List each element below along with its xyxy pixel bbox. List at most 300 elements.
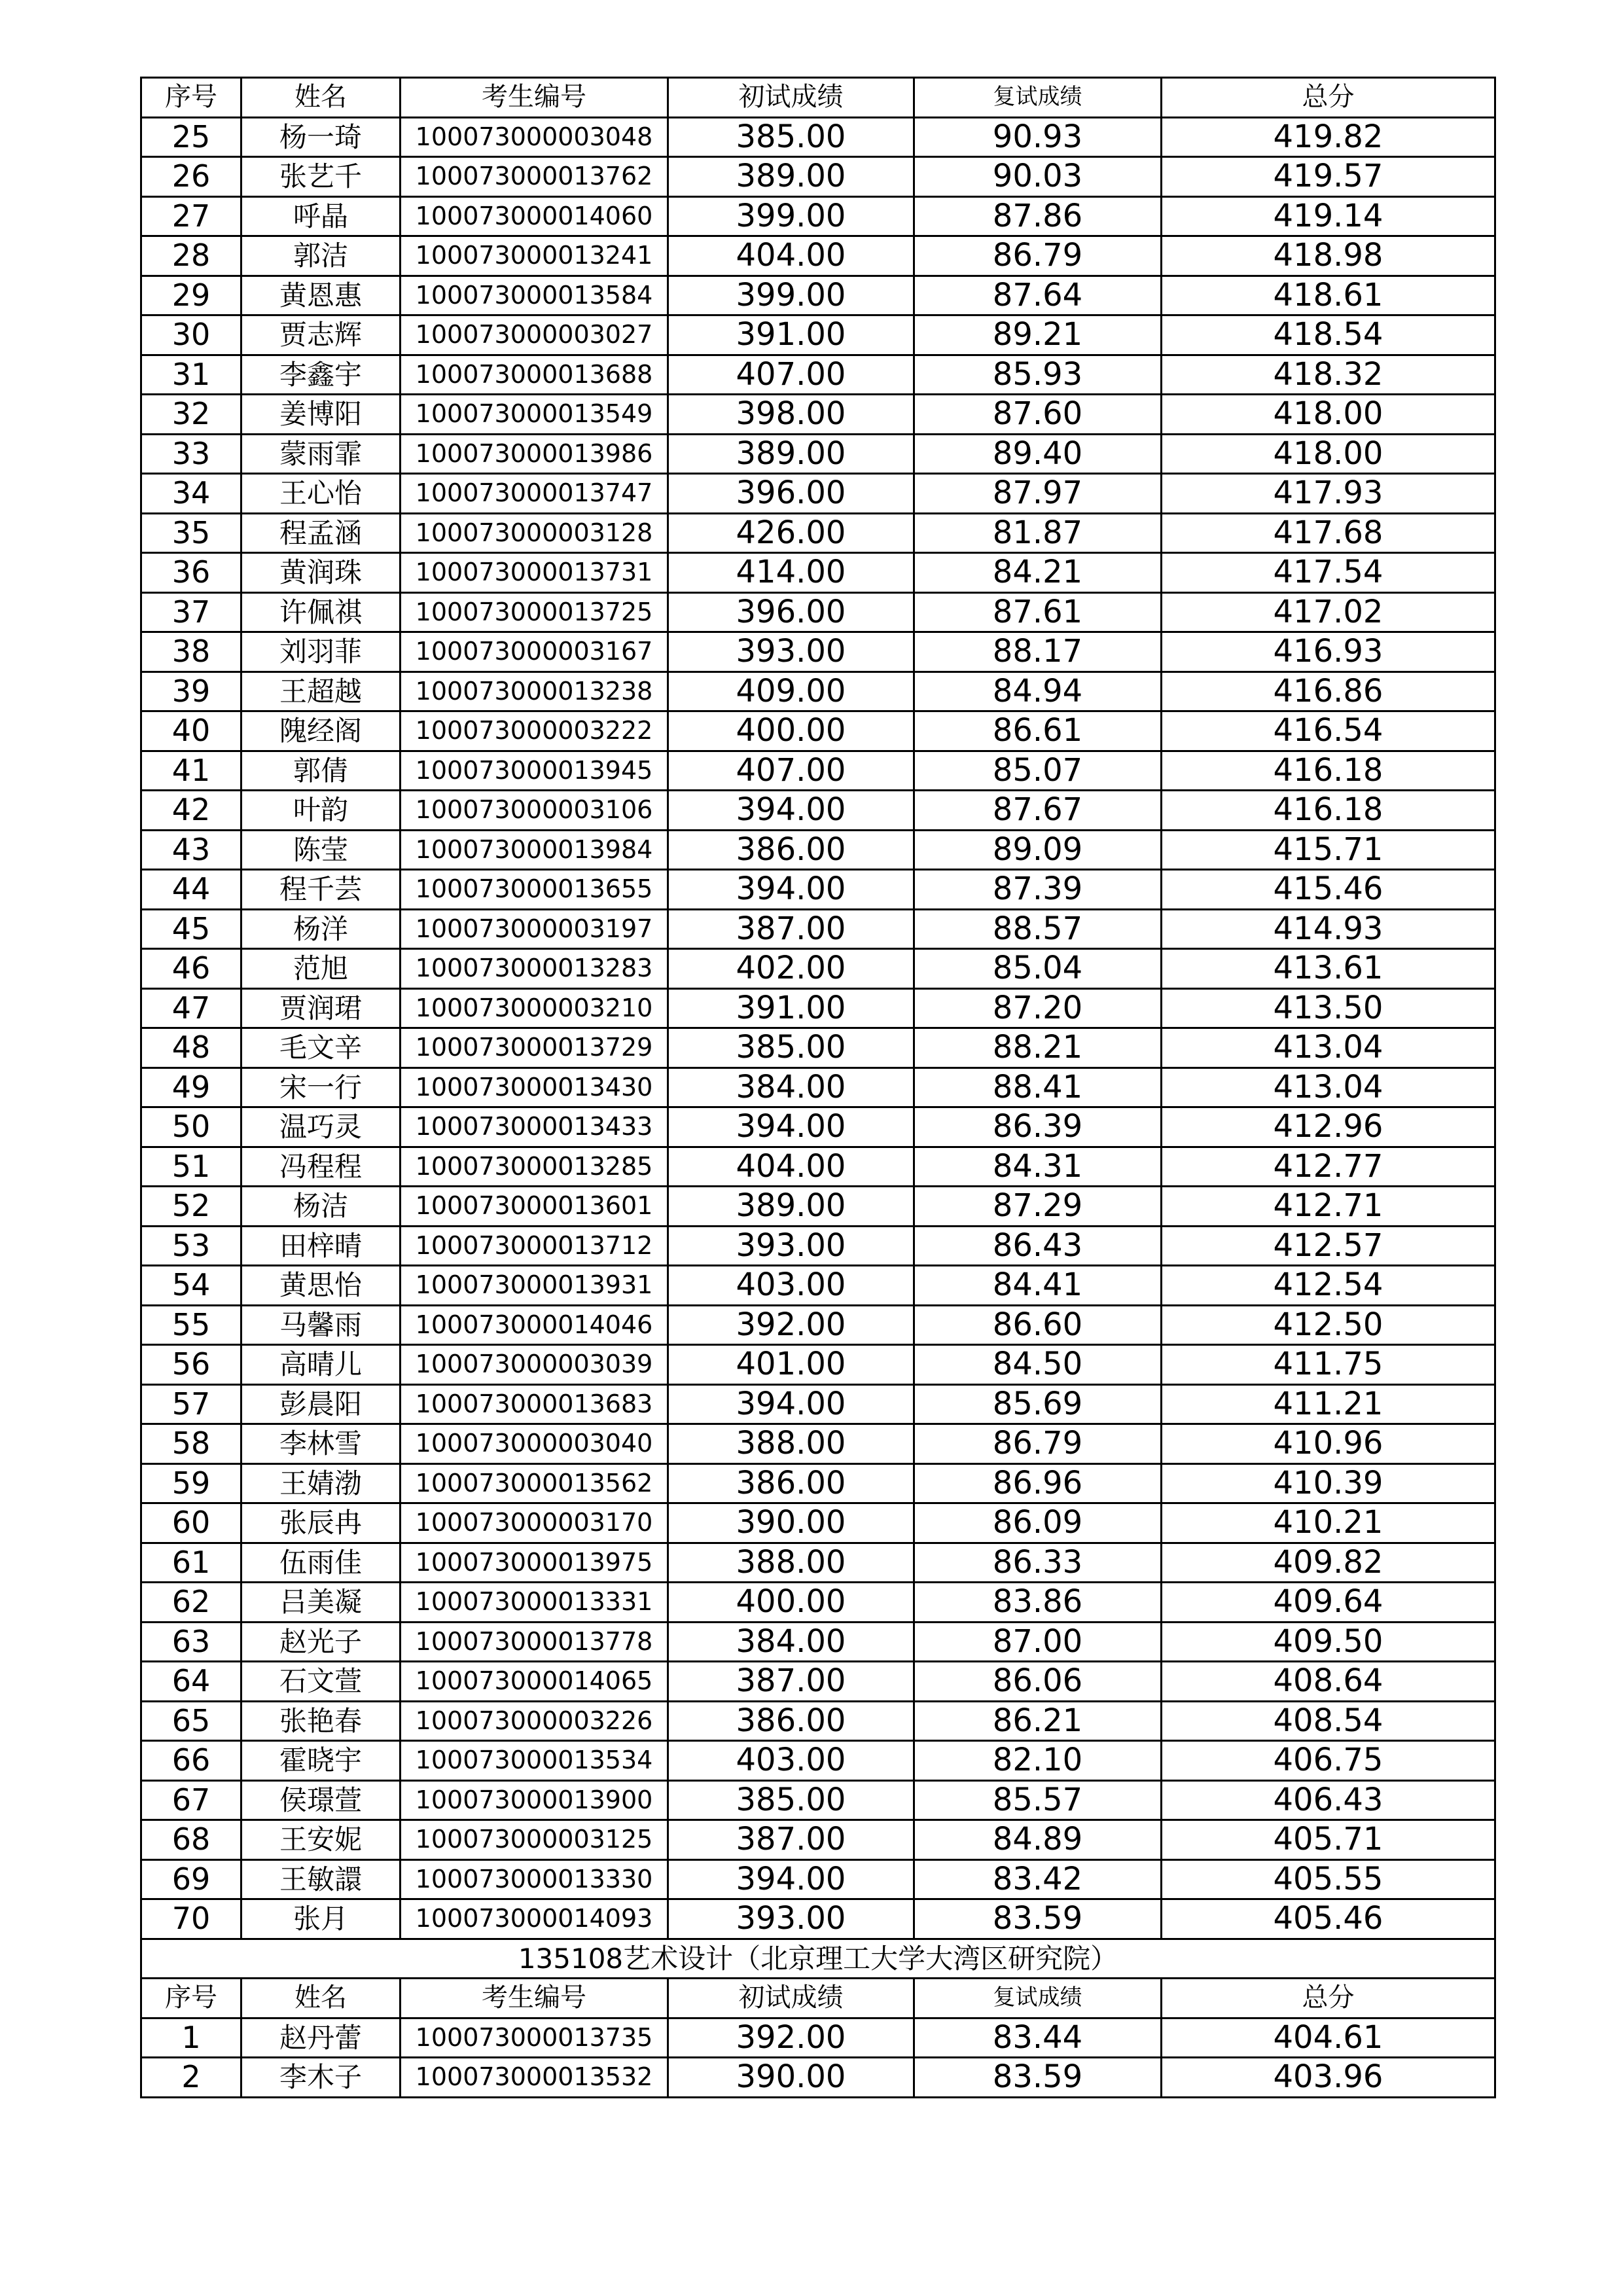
cell-retest-score: 82.10 xyxy=(914,1741,1162,1781)
cell-total-score: 411.21 xyxy=(1162,1384,1495,1424)
cell-no: 29 xyxy=(141,276,241,315)
cell-name: 姜博阳 xyxy=(241,395,401,435)
cell-prelim-score: 392.00 xyxy=(668,2018,914,2058)
cell-retest-score: 87.67 xyxy=(914,791,1162,831)
table-row xyxy=(141,1780,1495,1820)
table-row xyxy=(141,395,1495,435)
cell-retest-score: 86.60 xyxy=(914,1305,1162,1345)
table-row xyxy=(141,949,1495,989)
table-row xyxy=(141,1583,1495,1623)
cell-name: 李鑫宇 xyxy=(241,355,401,395)
cell-prelim-score: 387.00 xyxy=(668,1662,914,1702)
cell-total-score: 419.14 xyxy=(1162,196,1495,236)
cell-total-score: 415.46 xyxy=(1162,870,1495,910)
header-id: 考生编号 xyxy=(401,78,668,118)
header-total-score: 总分 xyxy=(1162,1979,1495,2018)
cell-retest-score: 85.69 xyxy=(914,1384,1162,1424)
cell-retest-score: 85.04 xyxy=(914,949,1162,989)
cell-retest-score: 88.21 xyxy=(914,1028,1162,1068)
cell-no: 28 xyxy=(141,236,241,276)
cell-retest-score: 90.03 xyxy=(914,157,1162,197)
cell-prelim-score: 394.00 xyxy=(668,870,914,910)
cell-total-score: 409.50 xyxy=(1162,1622,1495,1662)
table-row xyxy=(141,1147,1495,1187)
cell-retest-score: 87.39 xyxy=(914,870,1162,910)
cell-name: 霍晓宇 xyxy=(241,1741,401,1781)
cell-total-score: 413.04 xyxy=(1162,1067,1495,1107)
cell-name: 王婧渤 xyxy=(241,1463,401,1503)
cell-prelim-score: 391.00 xyxy=(668,315,914,355)
cell-retest-score: 85.07 xyxy=(914,751,1162,791)
cell-total-score: 416.93 xyxy=(1162,632,1495,672)
table-row xyxy=(141,315,1495,355)
cell-retest-score: 84.94 xyxy=(914,672,1162,711)
cell-prelim-score: 386.00 xyxy=(668,830,914,870)
cell-name: 张辰冉 xyxy=(241,1503,401,1543)
table-row xyxy=(141,988,1495,1028)
cell-no: 30 xyxy=(141,315,241,355)
cell-id: 100073000003048 xyxy=(401,117,668,157)
cell-retest-score: 86.43 xyxy=(914,1226,1162,1266)
cell-name: 冯程程 xyxy=(241,1147,401,1187)
cell-name: 郭洁 xyxy=(241,236,401,276)
table-row xyxy=(141,1266,1495,1306)
cell-id: 100073000003197 xyxy=(401,909,668,949)
cell-total-score: 410.39 xyxy=(1162,1463,1495,1503)
cell-no: 56 xyxy=(141,1345,241,1385)
cell-retest-score: 83.44 xyxy=(914,2018,1162,2058)
cell-no: 41 xyxy=(141,751,241,791)
table-row xyxy=(141,672,1495,711)
cell-retest-score: 88.17 xyxy=(914,632,1162,672)
cell-no: 60 xyxy=(141,1503,241,1543)
cell-retest-score: 81.87 xyxy=(914,513,1162,553)
cell-prelim-score: 392.00 xyxy=(668,1305,914,1345)
table-row xyxy=(141,1384,1495,1424)
cell-retest-score: 89.40 xyxy=(914,434,1162,474)
cell-no: 51 xyxy=(141,1147,241,1187)
cell-id: 100073000013762 xyxy=(401,157,668,197)
cell-prelim-score: 385.00 xyxy=(668,117,914,157)
cell-total-score: 416.54 xyxy=(1162,711,1495,751)
cell-no: 66 xyxy=(141,1741,241,1781)
cell-prelim-score: 388.00 xyxy=(668,1543,914,1583)
score-table xyxy=(140,77,1496,2098)
cell-total-score: 408.64 xyxy=(1162,1662,1495,1702)
cell-total-score: 413.04 xyxy=(1162,1028,1495,1068)
table-row xyxy=(141,1305,1495,1345)
cell-no: 70 xyxy=(141,1899,241,1939)
table-row xyxy=(141,513,1495,553)
cell-prelim-score: 386.00 xyxy=(668,1463,914,1503)
cell-retest-score: 87.86 xyxy=(914,196,1162,236)
cell-no: 42 xyxy=(141,791,241,831)
table-row xyxy=(141,1028,1495,1068)
cell-total-score: 413.61 xyxy=(1162,949,1495,989)
cell-no: 48 xyxy=(141,1028,241,1068)
cell-id: 100073000014046 xyxy=(401,1305,668,1345)
header-retest-score: 复试成绩 xyxy=(914,78,1162,118)
cell-name: 许佩祺 xyxy=(241,592,401,632)
cell-no: 65 xyxy=(141,1701,241,1741)
cell-name: 石文萱 xyxy=(241,1662,401,1702)
cell-id: 100073000003226 xyxy=(401,1701,668,1741)
cell-total-score: 415.71 xyxy=(1162,830,1495,870)
header-name: 姓名 xyxy=(241,78,401,118)
cell-no: 44 xyxy=(141,870,241,910)
cell-prelim-score: 389.00 xyxy=(668,157,914,197)
cell-no: 32 xyxy=(141,395,241,435)
cell-id: 100073000013238 xyxy=(401,672,668,711)
cell-prelim-score: 409.00 xyxy=(668,672,914,711)
table-row xyxy=(141,1543,1495,1583)
table-row xyxy=(141,1820,1495,1860)
cell-no: 33 xyxy=(141,434,241,474)
cell-no: 46 xyxy=(141,949,241,989)
table-row xyxy=(141,791,1495,831)
cell-name: 宋一行 xyxy=(241,1067,401,1107)
cell-id: 100073000003210 xyxy=(401,988,668,1028)
cell-retest-score: 87.00 xyxy=(914,1622,1162,1662)
cell-retest-score: 84.41 xyxy=(914,1266,1162,1306)
cell-retest-score: 87.97 xyxy=(914,474,1162,514)
cell-prelim-score: 391.00 xyxy=(668,988,914,1028)
cell-retest-score: 86.09 xyxy=(914,1503,1162,1543)
cell-total-score: 417.68 xyxy=(1162,513,1495,553)
cell-prelim-score: 389.00 xyxy=(668,1187,914,1227)
cell-total-score: 405.55 xyxy=(1162,1859,1495,1899)
cell-retest-score: 83.59 xyxy=(914,1899,1162,1939)
cell-id: 100073000013945 xyxy=(401,751,668,791)
cell-retest-score: 86.21 xyxy=(914,1701,1162,1741)
cell-total-score: 416.18 xyxy=(1162,751,1495,791)
cell-retest-score: 86.33 xyxy=(914,1543,1162,1583)
cell-prelim-score: 388.00 xyxy=(668,1424,914,1464)
cell-retest-score: 83.42 xyxy=(914,1859,1162,1899)
cell-prelim-score: 384.00 xyxy=(668,1067,914,1107)
cell-no: 57 xyxy=(141,1384,241,1424)
cell-name: 陈莹 xyxy=(241,830,401,870)
cell-retest-score: 85.93 xyxy=(914,355,1162,395)
cell-prelim-score: 394.00 xyxy=(668,791,914,831)
cell-retest-score: 89.21 xyxy=(914,315,1162,355)
cell-total-score: 408.54 xyxy=(1162,1701,1495,1741)
cell-id: 100073000013725 xyxy=(401,592,668,632)
cell-prelim-score: 398.00 xyxy=(668,395,914,435)
cell-total-score: 406.43 xyxy=(1162,1780,1495,1820)
cell-name: 程孟涵 xyxy=(241,513,401,553)
cell-id: 100073000013241 xyxy=(401,236,668,276)
table-row xyxy=(141,117,1495,157)
cell-no: 25 xyxy=(141,117,241,157)
cell-prelim-score: 387.00 xyxy=(668,1820,914,1860)
cell-name: 侯璟萱 xyxy=(241,1780,401,1820)
cell-prelim-score: 404.00 xyxy=(668,1147,914,1187)
table-row xyxy=(141,196,1495,236)
cell-name: 郭倩 xyxy=(241,751,401,791)
cell-retest-score: 86.79 xyxy=(914,236,1162,276)
cell-no: 61 xyxy=(141,1543,241,1583)
cell-prelim-score: 402.00 xyxy=(668,949,914,989)
cell-name: 王安妮 xyxy=(241,1820,401,1860)
cell-id: 100073000014065 xyxy=(401,1662,668,1702)
cell-total-score: 410.21 xyxy=(1162,1503,1495,1543)
cell-no: 34 xyxy=(141,474,241,514)
cell-name: 赵丹蕾 xyxy=(241,2018,401,2058)
table-row xyxy=(141,474,1495,514)
table-row xyxy=(141,157,1495,197)
table-row xyxy=(141,1067,1495,1107)
cell-id: 100073000013283 xyxy=(401,949,668,989)
cell-total-score: 418.54 xyxy=(1162,315,1495,355)
table-row xyxy=(141,1859,1495,1899)
cell-id: 100073000003167 xyxy=(401,632,668,672)
cell-id: 100073000013735 xyxy=(401,2018,668,2058)
cell-id: 100073000013975 xyxy=(401,1543,668,1583)
cell-name: 杨一琦 xyxy=(241,117,401,157)
cell-total-score: 414.93 xyxy=(1162,909,1495,949)
cell-name: 马馨雨 xyxy=(241,1305,401,1345)
cell-retest-score: 86.96 xyxy=(914,1463,1162,1503)
cell-id: 100073000013688 xyxy=(401,355,668,395)
header-row xyxy=(141,78,1495,118)
cell-no: 62 xyxy=(141,1583,241,1623)
cell-id: 100073000013430 xyxy=(401,1067,668,1107)
cell-prelim-score: 394.00 xyxy=(668,1107,914,1147)
cell-prelim-score: 387.00 xyxy=(668,909,914,949)
table-row xyxy=(141,276,1495,315)
cell-name: 王超越 xyxy=(241,672,401,711)
cell-no: 67 xyxy=(141,1780,241,1820)
cell-prelim-score: 396.00 xyxy=(668,592,914,632)
cell-prelim-score: 407.00 xyxy=(668,355,914,395)
cell-total-score: 418.00 xyxy=(1162,395,1495,435)
cell-retest-score: 88.57 xyxy=(914,909,1162,949)
table-row xyxy=(141,909,1495,949)
cell-name: 彭晨阳 xyxy=(241,1384,401,1424)
cell-no: 69 xyxy=(141,1859,241,1899)
cell-prelim-score: 399.00 xyxy=(668,196,914,236)
header-total-score: 总分 xyxy=(1162,78,1495,118)
cell-id: 100073000003040 xyxy=(401,1424,668,1464)
cell-prelim-score: 403.00 xyxy=(668,1266,914,1306)
cell-total-score: 409.82 xyxy=(1162,1543,1495,1583)
cell-name: 赵光子 xyxy=(241,1622,401,1662)
cell-retest-score: 83.86 xyxy=(914,1583,1162,1623)
cell-name: 杨洁 xyxy=(241,1187,401,1227)
cell-id: 100073000013532 xyxy=(401,2058,668,2098)
header-id: 考生编号 xyxy=(401,1979,668,2018)
cell-total-score: 417.93 xyxy=(1162,474,1495,514)
cell-name: 蒙雨霏 xyxy=(241,434,401,474)
cell-total-score: 418.61 xyxy=(1162,276,1495,315)
cell-total-score: 416.18 xyxy=(1162,791,1495,831)
cell-total-score: 412.57 xyxy=(1162,1226,1495,1266)
cell-id: 100073000013747 xyxy=(401,474,668,514)
table-row xyxy=(141,1701,1495,1741)
cell-name: 呼晶 xyxy=(241,196,401,236)
cell-retest-score: 84.31 xyxy=(914,1147,1162,1187)
cell-name: 李木子 xyxy=(241,2058,401,2098)
cell-retest-score: 84.89 xyxy=(914,1820,1162,1860)
cell-name: 温巧灵 xyxy=(241,1107,401,1147)
cell-prelim-score: 396.00 xyxy=(668,474,914,514)
table-row xyxy=(141,632,1495,672)
cell-name: 毛文辛 xyxy=(241,1028,401,1068)
table-row xyxy=(141,1622,1495,1662)
cell-id: 100073000003125 xyxy=(401,1820,668,1860)
cell-no: 49 xyxy=(141,1067,241,1107)
cell-no: 39 xyxy=(141,672,241,711)
cell-retest-score: 83.59 xyxy=(914,2058,1162,2098)
table-row xyxy=(141,751,1495,791)
cell-prelim-score: 386.00 xyxy=(668,1701,914,1741)
table-row xyxy=(141,1463,1495,1503)
cell-name: 黄思怡 xyxy=(241,1266,401,1306)
table-row xyxy=(141,1741,1495,1781)
cell-no: 64 xyxy=(141,1662,241,1702)
cell-prelim-score: 394.00 xyxy=(668,1384,914,1424)
section-row xyxy=(141,1939,1495,1979)
cell-total-score: 418.32 xyxy=(1162,355,1495,395)
cell-retest-score: 89.09 xyxy=(914,830,1162,870)
cell-id: 100073000003027 xyxy=(401,315,668,355)
cell-id: 100073000013330 xyxy=(401,1859,668,1899)
table-row xyxy=(141,1662,1495,1702)
cell-retest-score: 87.64 xyxy=(914,276,1162,315)
cell-prelim-score: 393.00 xyxy=(668,1899,914,1939)
table-row xyxy=(141,1187,1495,1227)
table-row xyxy=(141,592,1495,632)
cell-name: 李林雪 xyxy=(241,1424,401,1464)
cell-retest-score: 84.21 xyxy=(914,553,1162,593)
cell-no: 55 xyxy=(141,1305,241,1345)
cell-prelim-score: 385.00 xyxy=(668,1028,914,1068)
cell-prelim-score: 389.00 xyxy=(668,434,914,474)
score-table-body xyxy=(141,78,1495,2098)
cell-total-score: 412.50 xyxy=(1162,1305,1495,1345)
cell-prelim-score: 404.00 xyxy=(668,236,914,276)
cell-name: 张艺千 xyxy=(241,157,401,197)
table-row xyxy=(141,355,1495,395)
cell-no: 36 xyxy=(141,553,241,593)
cell-name: 王敏譞 xyxy=(241,1859,401,1899)
cell-no: 45 xyxy=(141,909,241,949)
table-row xyxy=(141,2018,1495,2058)
cell-id: 100073000013331 xyxy=(401,1583,668,1623)
cell-name: 高晴儿 xyxy=(241,1345,401,1385)
cell-no: 63 xyxy=(141,1622,241,1662)
cell-prelim-score: 403.00 xyxy=(668,1741,914,1781)
cell-retest-score: 86.61 xyxy=(914,711,1162,751)
cell-total-score: 405.71 xyxy=(1162,1820,1495,1860)
table-row xyxy=(141,870,1495,910)
cell-total-score: 412.96 xyxy=(1162,1107,1495,1147)
cell-total-score: 416.86 xyxy=(1162,672,1495,711)
cell-total-score: 406.75 xyxy=(1162,1741,1495,1781)
cell-id: 100073000003106 xyxy=(401,791,668,831)
section-title: 135108艺术设计（北京理工大学大湾区研究院） xyxy=(141,1939,1495,1979)
cell-no: 54 xyxy=(141,1266,241,1306)
cell-id: 100073000013778 xyxy=(401,1622,668,1662)
cell-retest-score: 90.93 xyxy=(914,117,1162,157)
cell-total-score: 412.71 xyxy=(1162,1187,1495,1227)
cell-prelim-score: 384.00 xyxy=(668,1622,914,1662)
header-name: 姓名 xyxy=(241,1979,401,2018)
table-row xyxy=(141,830,1495,870)
cell-total-score: 417.54 xyxy=(1162,553,1495,593)
cell-no: 52 xyxy=(141,1187,241,1227)
cell-total-score: 419.57 xyxy=(1162,157,1495,197)
cell-no: 35 xyxy=(141,513,241,553)
cell-no: 1 xyxy=(141,2018,241,2058)
cell-id: 100073000013433 xyxy=(401,1107,668,1147)
cell-no: 43 xyxy=(141,830,241,870)
cell-id: 100073000013984 xyxy=(401,830,668,870)
cell-no: 53 xyxy=(141,1226,241,1266)
cell-prelim-score: 399.00 xyxy=(668,276,914,315)
header-row xyxy=(141,1979,1495,2018)
cell-name: 黄恩惠 xyxy=(241,276,401,315)
cell-id: 100073000003128 xyxy=(401,513,668,553)
header-no: 序号 xyxy=(141,1979,241,2018)
table-row xyxy=(141,553,1495,593)
cell-total-score: 412.54 xyxy=(1162,1266,1495,1306)
cell-id: 100073000013562 xyxy=(401,1463,668,1503)
cell-no: 68 xyxy=(141,1820,241,1860)
header-no: 序号 xyxy=(141,78,241,118)
cell-name: 刘羽菲 xyxy=(241,632,401,672)
table-row xyxy=(141,2058,1495,2098)
cell-id: 100073000013549 xyxy=(401,395,668,435)
cell-name: 张艳春 xyxy=(241,1701,401,1741)
cell-retest-score: 87.61 xyxy=(914,592,1162,632)
cell-prelim-score: 393.00 xyxy=(668,632,914,672)
table-row xyxy=(141,1226,1495,1266)
table-row xyxy=(141,1899,1495,1939)
cell-name: 隗经阁 xyxy=(241,711,401,751)
table-row xyxy=(141,1107,1495,1147)
cell-retest-score: 86.39 xyxy=(914,1107,1162,1147)
table-row xyxy=(141,711,1495,751)
cell-name: 贾润珺 xyxy=(241,988,401,1028)
cell-id: 100073000013900 xyxy=(401,1780,668,1820)
cell-prelim-score: 394.00 xyxy=(668,1859,914,1899)
cell-id: 100073000013731 xyxy=(401,553,668,593)
cell-name: 张月 xyxy=(241,1899,401,1939)
cell-id: 100073000003039 xyxy=(401,1345,668,1385)
cell-prelim-score: 393.00 xyxy=(668,1226,914,1266)
cell-id: 100073000013285 xyxy=(401,1147,668,1187)
cell-prelim-score: 390.00 xyxy=(668,1503,914,1543)
cell-id: 100073000014060 xyxy=(401,196,668,236)
cell-id: 100073000013683 xyxy=(401,1384,668,1424)
cell-name: 伍雨佳 xyxy=(241,1543,401,1583)
cell-prelim-score: 407.00 xyxy=(668,751,914,791)
cell-total-score: 412.77 xyxy=(1162,1147,1495,1187)
cell-no: 50 xyxy=(141,1107,241,1147)
cell-prelim-score: 400.00 xyxy=(668,1583,914,1623)
cell-name: 叶韵 xyxy=(241,791,401,831)
cell-no: 40 xyxy=(141,711,241,751)
table-row xyxy=(141,434,1495,474)
cell-id: 100073000013931 xyxy=(401,1266,668,1306)
cell-name: 贾志辉 xyxy=(241,315,401,355)
cell-name: 范旭 xyxy=(241,949,401,989)
cell-total-score: 409.64 xyxy=(1162,1583,1495,1623)
cell-no: 58 xyxy=(141,1424,241,1464)
cell-id: 100073000003222 xyxy=(401,711,668,751)
